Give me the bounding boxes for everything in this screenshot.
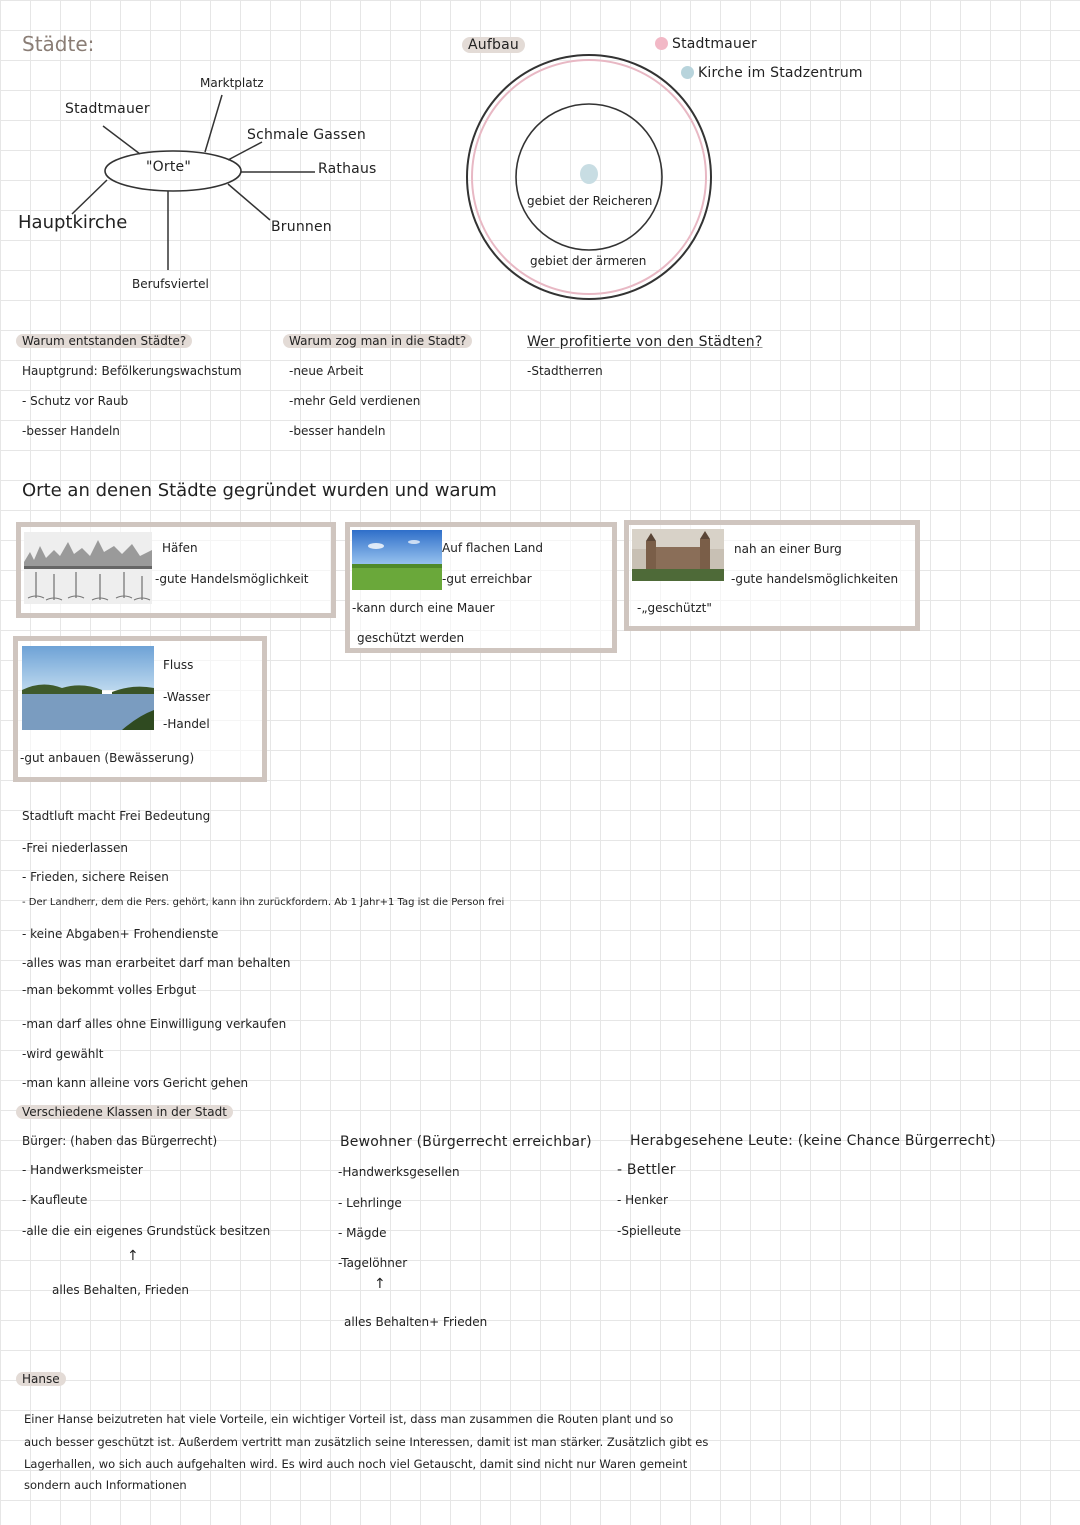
question-2-item: -neue Arbeit <box>289 364 364 378</box>
klasse-bewohner-item: -Tagelöhner <box>338 1256 408 1270</box>
question-2-title: Warum zog man in die Stadt? <box>283 334 472 348</box>
question-1-item: Hauptgrund: Befölkerungswachstum <box>22 364 242 378</box>
page-title: Städte: <box>22 32 95 56</box>
ort-title-fluss: Fluss <box>163 658 194 672</box>
mindmap-center: "Orte" <box>146 159 191 175</box>
ort-line-land: -gut erreichbar <box>442 572 532 586</box>
klasse-bewohner-item: - Mägde <box>338 1226 387 1240</box>
aufbau-diagram <box>0 0 1080 320</box>
castle-image <box>632 529 724 581</box>
stadtluft-item: -man kann alleine vors Gericht gehen <box>22 1076 249 1090</box>
ort-line-burg: -„geschützt" <box>637 601 712 615</box>
question-1-title: Warum entstanden Städte? <box>16 334 192 348</box>
ort-line-haefen: -gute Handelsmöglichkeit <box>155 572 309 586</box>
ort-title-burg: nah an einer Burg <box>734 542 842 556</box>
orte-heading: Orte an denen Städte gegründet wurden und warum <box>22 480 497 501</box>
ort-title-haefen: Häfen <box>162 541 198 555</box>
klasse-bewohner-title: Bewohner (Bürgerrecht erreichbar) <box>340 1134 592 1150</box>
hanse-text-line: Lagerhallen, wo sich auch aufgehalten wird. Es wird auch noch viel Getauscht, damit sind nicht nur Waren gemeint <box>24 1457 688 1471</box>
klasse-herabgesehene-title: Herabgesehene Leute: (keine Chance Bürgerrecht) <box>630 1133 996 1149</box>
aufbau-outer-label: gebiet der ärmeren <box>530 254 647 268</box>
branch-stadtmauer: Stadtmauer <box>65 101 150 117</box>
stadtluft-title: Stadtluft macht Frei Bedeutung <box>22 809 211 823</box>
ort-line-fluss: -gut anbauen (Bewässerung) <box>20 751 195 765</box>
aufbau-label: Aufbau <box>462 37 525 53</box>
ort-line-land: geschützt werden <box>357 631 465 645</box>
hanse-text-line: auch besser geschützt ist. Außerdem vertritt man zusätzlich seine Interessen, damit ist man stärker. Zusätzlich gibt es <box>24 1435 709 1449</box>
question-3-item: -Stadtherren <box>527 364 603 378</box>
legend-stadtmauer: Stadtmauer <box>655 36 757 52</box>
branch-schmale-gassen: Schmale Gassen <box>247 127 366 143</box>
stadtluft-item: -man bekommt volles Erbgut <box>22 983 197 997</box>
aufbau-inner-label: gebiet der Reicheren <box>527 194 653 208</box>
branch-marktplatz: Marktplatz <box>200 76 264 90</box>
ort-title-land: Auf flachen Land <box>442 541 544 555</box>
question-2-item: -besser handeln <box>289 424 386 438</box>
klasse-bewohner-item: - Lehrlinge <box>338 1196 402 1210</box>
field-image <box>352 530 442 590</box>
harbour-image <box>24 532 152 604</box>
stadtluft-item: -man darf alles ohne Einwilligung verkaufen <box>22 1017 287 1031</box>
klasse-bewohner-item: -Handwerksgesellen <box>338 1165 460 1179</box>
arrow-up-icon: ↑ <box>374 1276 386 1292</box>
stadtluft-item: - Der Landherr, dem die Pers. gehört, kann ihn zurückfordern. Ab 1 Jahr+1 Tag ist die Person frei <box>22 897 505 908</box>
branch-berufsviertel: Berufsviertel <box>132 277 209 291</box>
stadtluft-item: -wird gewählt <box>22 1047 104 1061</box>
stadtluft-item: - Frieden, sichere Reisen <box>22 870 169 884</box>
stadtluft-item: -Frei niederlassen <box>22 841 128 855</box>
klasse-herabgesehene-item: -Spielleute <box>617 1224 682 1238</box>
klasse-buerger-note: alles Behalten, Frieden <box>52 1283 189 1297</box>
hanse-text-line: sondern auch Informationen <box>24 1478 187 1492</box>
klasse-herabgesehene-item: - Bettler <box>617 1162 676 1178</box>
ort-line-burg: -gute handelsmöglichkeiten <box>731 572 899 586</box>
klasse-bewohner-note: alles Behalten+ Frieden <box>344 1315 488 1329</box>
branch-brunnen: Brunnen <box>271 219 332 235</box>
klassen-heading: Verschiedene Klassen in der Stadt <box>16 1105 233 1119</box>
arrow-up-icon: ↑ <box>127 1248 139 1264</box>
ort-line-fluss: -Wasser <box>163 690 211 704</box>
stadtluft-item: - keine Abgaben+ Frohendienste <box>22 927 219 941</box>
question-2-item: -mehr Geld verdienen <box>289 394 421 408</box>
klasse-buerger-item: - Handwerksmeister <box>22 1163 143 1177</box>
klasse-buerger-title: Bürger: (haben das Bürgerrecht) <box>22 1134 218 1148</box>
klasse-buerger-item: - Kaufleute <box>22 1193 88 1207</box>
klasse-buerger-item: -alle die ein eigenes Grundstück besitzen <box>22 1224 271 1238</box>
river-image <box>22 646 154 730</box>
stadtluft-item: -alles was man erarbeitet darf man behalten <box>22 956 291 970</box>
ort-line-land: -kann durch eine Mauer <box>352 601 495 615</box>
ort-line-fluss: -Handel <box>163 717 210 731</box>
branch-rathaus: Rathaus <box>318 161 377 177</box>
hanse-label: Hanse <box>16 1372 66 1386</box>
question-3-title: Wer profitierte von den Städten? <box>527 334 763 350</box>
legend-kirche: Kirche im Stadzentrum <box>681 65 863 81</box>
question-1-item: - Schutz vor Raub <box>22 394 129 408</box>
klasse-herabgesehene-item: - Henker <box>617 1193 668 1207</box>
hanse-text-line: Einer Hanse beizutreten hat viele Vorteile, ein wichtiger Vorteil ist, dass man zusammen die Routen plant und so <box>24 1412 674 1426</box>
question-1-item: -besser Handeln <box>22 424 120 438</box>
branch-hauptkirche: Hauptkirche <box>18 212 128 233</box>
